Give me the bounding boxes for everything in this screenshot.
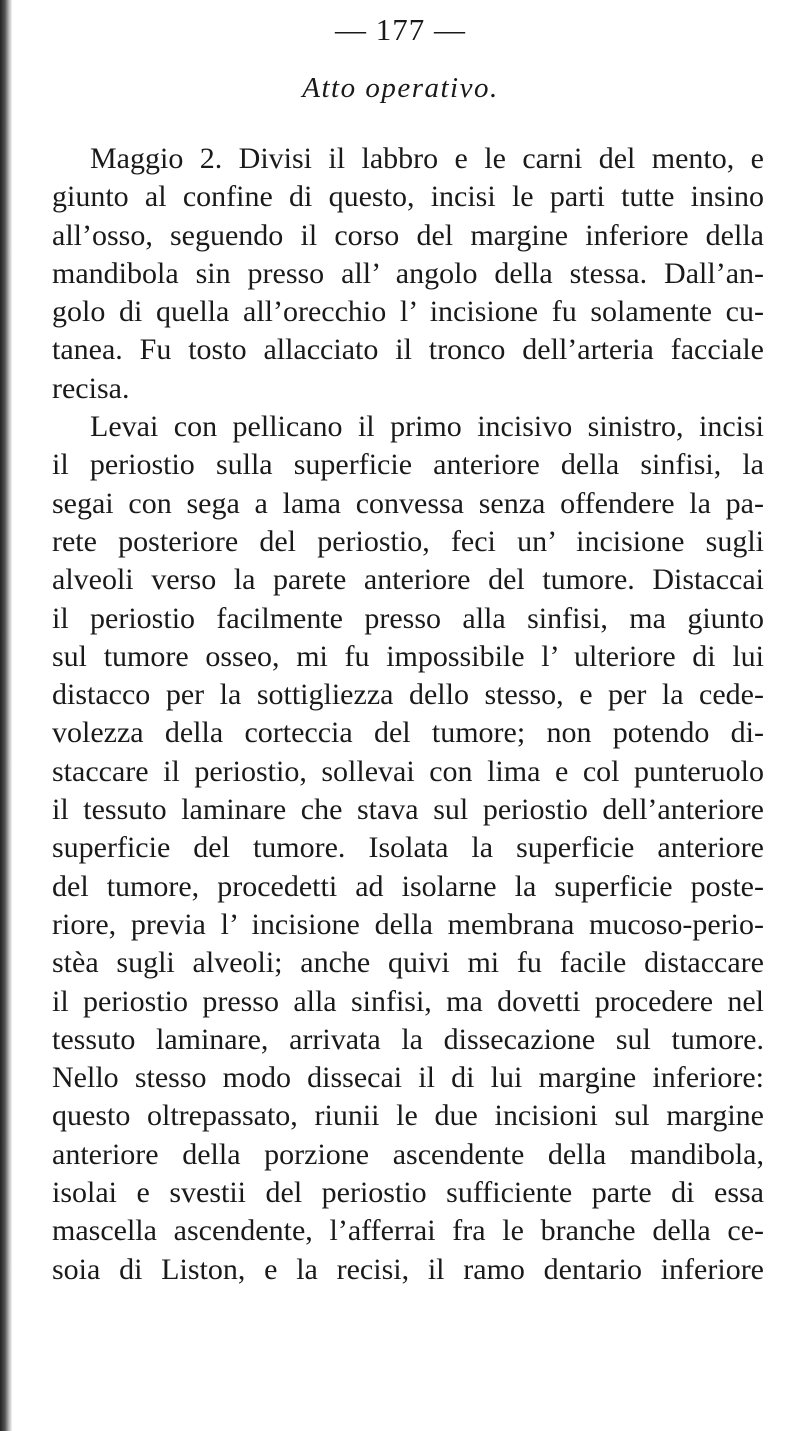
text-line: questo oltrepassato, riunii le due incisioni sul margine bbox=[52, 1099, 764, 1133]
text-line: mandibola sin presso all’ angolo della stessa. Dall’an- bbox=[52, 256, 764, 290]
section-title: Atto operativo. bbox=[302, 72, 499, 104]
text-line: Levai con pellicano il primo incisivo sinistro, incisi bbox=[90, 410, 764, 444]
text-line: distacco per la sottigliezza dello stesso, e per la cede- bbox=[52, 678, 764, 712]
text-line: sul tumore osseo, mi fu impossibile l’ ulteriore di lui bbox=[52, 639, 764, 673]
text-line: superficie del tumore. Isolata la superficie anteriore bbox=[52, 831, 764, 865]
text-line: il periostio presso alla sinfisi, ma dovetti procedere nel bbox=[52, 984, 764, 1018]
text-line: alveoli verso la parete anteriore del tumore. Distaccai bbox=[52, 563, 764, 597]
text-line: soia di Liston, e la recisi, il ramo dentario inferiore bbox=[52, 1252, 764, 1286]
text-line: staccare il periostio, sollevai con lima e col punteruolo bbox=[52, 754, 764, 788]
text-line: Maggio 2. Divisi il labbro e le carni del mento, e bbox=[90, 142, 764, 175]
text-line: all’osso, seguendo il corso del margine inferiore della bbox=[52, 218, 764, 252]
text-line: il periostio facilmente presso alla sinfisi, ma giunto bbox=[52, 601, 764, 635]
body-text bbox=[52, 140, 764, 1289]
text-line: volezza della corteccia del tumore; non potendo di- bbox=[52, 716, 764, 750]
text-line: riore, previa l’ incisione della membrana mucoso-perio- bbox=[52, 907, 764, 941]
text-line: stèa sugli alveoli; anche quivi mi fu facile distaccare bbox=[52, 946, 764, 980]
text-line: recisa. bbox=[52, 371, 130, 405]
text-line: segai con sega a lama convessa senza offendere la pa- bbox=[52, 486, 764, 520]
text-line: mascella ascendente, l’afferrai fra le branche della ce- bbox=[52, 1214, 764, 1248]
text-line: il periostio sulla superficie anteriore della sinfisi, la bbox=[52, 448, 764, 482]
text-line: tanea. Fu tosto allacciato il tronco dell’arteria facciale bbox=[52, 333, 764, 367]
text-line: del tumore, procedetti ad isolarne la superficie poste- bbox=[52, 869, 764, 903]
text-line: isolai e svestii del periostio sufficiente parte di essa bbox=[52, 1176, 764, 1210]
text-line: il tessuto laminare che stava sul periostio dell’anteriore bbox=[52, 793, 764, 827]
text-line: Nello stesso modo dissecai il di lui margine inferiore: bbox=[52, 1061, 764, 1095]
page-number: — 177 — bbox=[335, 12, 466, 47]
text-line: rete posteriore del periostio, feci un’ incisione sugli bbox=[52, 524, 764, 558]
text-line: golo di quella all’orecchio l’ incisione fu solamente cu- bbox=[52, 295, 764, 329]
text-line: giunto al confine di questo, incisi le parti tutte insino bbox=[52, 180, 764, 214]
text-line: tessuto laminare, arrivata la dissecazione sul tumore. bbox=[52, 1022, 764, 1056]
text-line: anteriore della porzione ascendente della mandibola, bbox=[52, 1137, 764, 1171]
